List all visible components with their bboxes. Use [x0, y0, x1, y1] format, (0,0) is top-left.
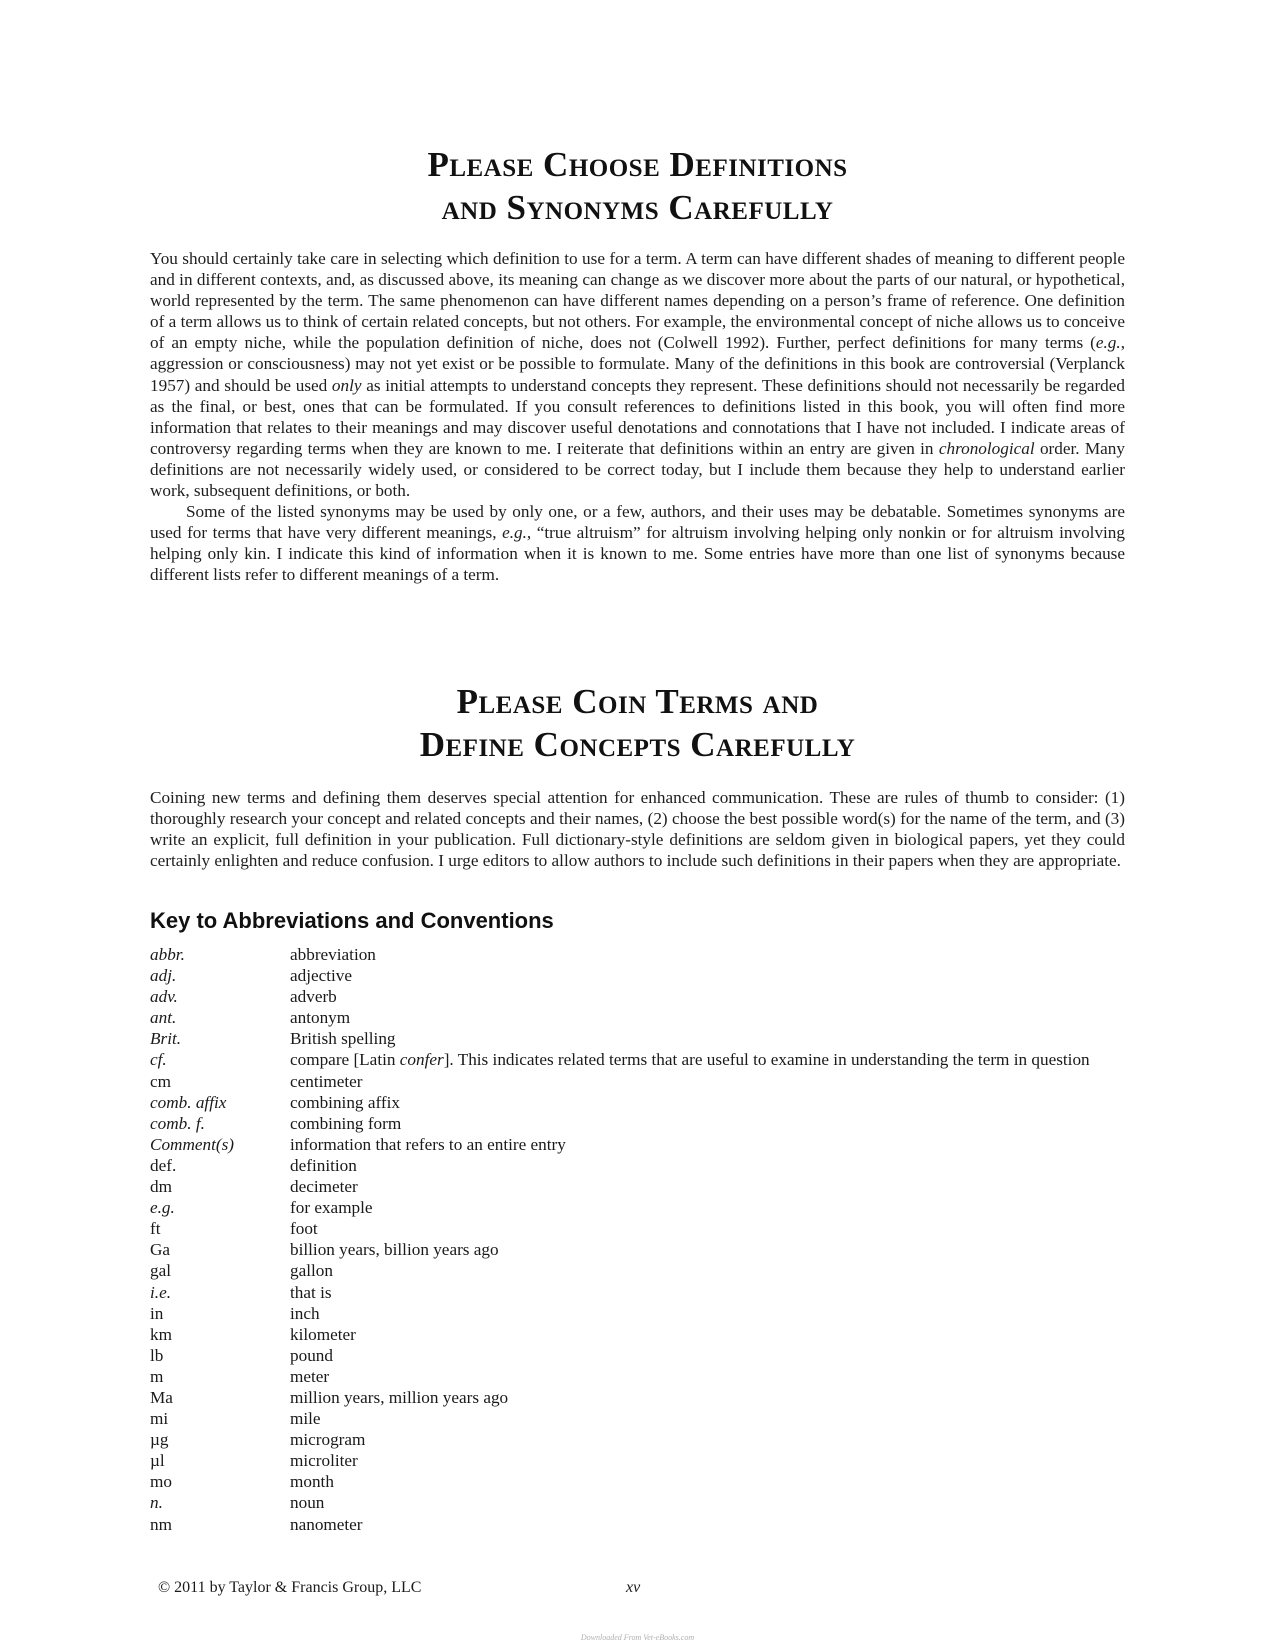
abbreviation-row: [150, 1239, 1125, 1260]
abbreviation-term: i.e.: [150, 1282, 171, 1302]
abbreviation-term: mo: [150, 1472, 172, 1492]
text-run: for example: [290, 1198, 373, 1218]
abbreviation-term: def.: [150, 1155, 177, 1175]
abbreviation-row: [150, 1450, 1125, 1471]
abbreviation-row: [150, 1176, 1125, 1197]
abbreviation-term: in: [150, 1303, 164, 1323]
abbreviation-row: [150, 1260, 1125, 1281]
abbreviation-row: [150, 1345, 1125, 1366]
text-run: mile: [290, 1409, 321, 1429]
text-run: combining form: [290, 1113, 402, 1133]
abbreviation-term: n.: [150, 1493, 163, 1513]
abbreviation-definition: [290, 1303, 1125, 1324]
text-run: abbreviation: [290, 945, 376, 964]
abbreviation-definition: [290, 1007, 1125, 1028]
text-run: microgram: [290, 1430, 366, 1450]
abbreviation-term: Ga: [150, 1240, 171, 1260]
abbreviation-term: adv.: [150, 987, 178, 1007]
text-run: antonym: [290, 1008, 351, 1028]
choose-definitions-body: [150, 248, 1125, 586]
abbreviation-term: nm: [150, 1514, 172, 1534]
abbreviation-term: Comment(s): [150, 1134, 235, 1154]
abbreviation-row: [150, 1282, 1125, 1303]
text-run: You should certainly take care in selecting which definition to use for a term. A term can have different shades of meaning to different people and in different contexts, and, as discussed above, its meaning can change as we discover more about the parts of our natural, or hypothetical, world represented by the term. The same phenomenon can have different names depending on a person’s frame of reference. One definition of a term allows us to think of certain related concepts, but not others. For example, the environmental concept of niche allows us to conceive of an empty niche, while the population definition of niche, does not (Colwell 1992). Further, perfect definitions for many terms (: [150, 249, 1125, 353]
abbreviation-term: lb: [150, 1345, 164, 1365]
abbreviation-definition: [290, 1028, 1125, 1049]
abbreviation-definition: [290, 1345, 1125, 1366]
abbreviation-definition: [290, 1450, 1125, 1471]
abbreviation-term: ft: [150, 1219, 161, 1239]
abbreviation-row: [150, 965, 1125, 986]
abbreviation-row: [150, 1429, 1125, 1450]
text-run: information that refers to an entire entry: [290, 1134, 566, 1154]
abbreviation-term: µg: [150, 1430, 169, 1450]
abbreviation-term: ant.: [150, 1008, 177, 1028]
abbreviation-definition: [290, 1282, 1125, 1303]
text-run: noun: [290, 1493, 325, 1513]
abbreviation-definition: [290, 944, 1125, 965]
abbreviation-definition: [290, 1218, 1125, 1239]
abbreviation-definition: [290, 1408, 1125, 1429]
text-run: compare [Latin: [290, 1050, 400, 1070]
text-run: adjective: [290, 966, 353, 986]
abbreviation-row: [150, 1155, 1125, 1176]
abbreviation-row: [150, 1007, 1125, 1028]
download-watermark: Downloaded From Vet-eBooks.com: [580, 1633, 695, 1642]
abbreviation-term: adj.: [150, 966, 177, 986]
abbreviation-term: abbr.: [150, 945, 185, 964]
text-run: , “true altruism” for altruism involving helping only nonkin or for altruism involving helping only kin. I indicate this kind of information when it is known to me. Some entries have more than one list of synonyms because different lists refer to different meanings of a term.: [150, 523, 1125, 585]
italic-text: e.g.: [1095, 333, 1121, 353]
abbreviation-row: [150, 1113, 1125, 1134]
italic-text: e.g.: [502, 523, 527, 543]
abbreviation-definition: [290, 1071, 1125, 1092]
abbreviation-term: km: [150, 1324, 172, 1344]
abbreviation-row: [150, 1092, 1125, 1113]
italic-text: only: [331, 375, 362, 395]
abbreviation-definition: [290, 1260, 1125, 1281]
abbreviation-row: [150, 1324, 1125, 1345]
abbreviation-term: gal: [150, 1261, 171, 1281]
text-run: billion years, billion years ago: [290, 1240, 499, 1260]
text-run: combining affix: [290, 1092, 400, 1112]
abbreviation-term: m: [150, 1366, 164, 1386]
text-run: adverb: [290, 987, 337, 1007]
text-run: definition: [290, 1155, 357, 1175]
abbreviation-definition: [290, 965, 1125, 986]
abbreviation-term: cm: [150, 1071, 171, 1091]
coin-terms-body: [150, 787, 1125, 871]
abbreviation-term: comb. affix: [150, 1092, 227, 1112]
abbreviation-row: [150, 986, 1125, 1007]
abbreviation-definition: [290, 986, 1125, 1007]
abbreviation-term: mi: [150, 1409, 169, 1429]
abbreviation-row: [150, 944, 1125, 965]
body-paragraph: [150, 501, 1125, 585]
text-run: ]. This indicates related terms that are useful to examine in understanding the term in question: [443, 1050, 1090, 1070]
abbreviation-row: [150, 1134, 1125, 1155]
abbreviation-row: [150, 1303, 1125, 1324]
abbreviation-definition: [290, 1471, 1125, 1492]
abbreviation-term: cf.: [150, 1050, 167, 1070]
text-run: British spelling: [290, 1029, 396, 1049]
section-title-line: and Synonyms Carefully: [441, 188, 834, 227]
text-run: month: [290, 1472, 334, 1492]
abbreviation-definition: [290, 1514, 1125, 1535]
abbreviation-definition: [290, 1155, 1125, 1176]
section-title-choose-definitions: [150, 143, 1125, 229]
text-run: Coining new terms and defining them deserves special attention for enhanced communication. These are rules of thumb to consider: (1) thoroughly research your concept and related concepts and their names, (2) choose the best possible word(s) for the name of the term, and (3) write an explicit, full definition in your publication. Full dictionary-style definitions are seldom given in biological papers, yet they could certainly enlighten and reduce confusion. I urge editors to allow authors to include such definitions in their papers when they are appropriate.: [150, 788, 1125, 871]
abbreviation-definition: [290, 1366, 1125, 1387]
abbreviation-term: Brit.: [150, 1029, 182, 1049]
copyright-notice: © 2011 by Taylor & Francis Group, LLC: [158, 1579, 422, 1596]
abbreviation-definition: [290, 1092, 1125, 1113]
abbreviation-definition: [290, 1492, 1125, 1513]
text-run: nanometer: [290, 1514, 363, 1534]
text-run: that is: [290, 1282, 332, 1302]
section-title-line: Please Choose Definitions: [427, 145, 848, 184]
abbreviation-row: [150, 1514, 1125, 1535]
text-run: as initial attempts to understand concepts they represent. These definitions should not necessarily be regarded as the final, or best, ones that can be formulated. If you consult references to definitions listed in this book, you will often find more information that relates to their meanings and may discover useful denotations and connotations that I have not included. I indicate areas of controversy regarding terms when they are known to me. I reiterate that definitions within an entry are given in: [150, 375, 1125, 458]
abbreviation-row: [150, 1197, 1125, 1218]
abbreviation-term: e.g.: [150, 1198, 175, 1218]
section-title-line: Please Coin Terms and: [456, 682, 819, 721]
italic-text: chronological: [938, 438, 1035, 458]
abbreviation-term: µl: [150, 1451, 165, 1471]
abbreviation-definition: [290, 1049, 1125, 1070]
abbreviation-definition: [290, 1387, 1125, 1408]
page-number: xv: [626, 1579, 641, 1596]
text-run: million years, million years ago: [290, 1387, 509, 1407]
abbreviation-row: [150, 1071, 1125, 1092]
text-run: decimeter: [290, 1177, 358, 1197]
abbreviation-definition: [290, 1197, 1125, 1218]
section-title-coin-terms: [150, 680, 1125, 766]
abbreviation-definition: [290, 1134, 1125, 1155]
abbreviation-row: [150, 1049, 1125, 1070]
text-run: kilometer: [290, 1324, 356, 1344]
body-paragraph: [150, 787, 1125, 871]
body-paragraph: [150, 248, 1125, 501]
abbreviation-row: [150, 1408, 1125, 1429]
text-run: Some of the listed synonyms may be used by only one, or a few, authors, and their uses may be debatable. Sometimes synonyms are used for terms that have very different meanings,: [150, 502, 1125, 543]
text-run: foot: [290, 1219, 318, 1239]
abbreviation-definition: [290, 1176, 1125, 1197]
abbreviation-term: comb. f.: [150, 1113, 205, 1133]
key-heading: Key to Abbreviations and Conventions: [150, 908, 554, 933]
text-run: order. Many definitions are not necessarily widely used, or considered to be correct today, but I include them because they help to understand earlier work, subsequent definitions, or both.: [150, 438, 1125, 501]
text-run: microliter: [290, 1451, 358, 1471]
abbreviation-row: [150, 1387, 1125, 1408]
italic-text: confer: [399, 1050, 444, 1070]
text-run: meter: [290, 1366, 330, 1386]
text-run: centimeter: [290, 1071, 363, 1091]
abbreviation-row: [150, 1471, 1125, 1492]
abbreviation-definition: [290, 1239, 1125, 1260]
abbreviation-row: [150, 1492, 1125, 1513]
abbreviation-term: Ma: [150, 1387, 173, 1407]
text-run: gallon: [290, 1261, 333, 1281]
section-title-line: Define Concepts Carefully: [419, 725, 856, 764]
abbreviation-definition: [290, 1429, 1125, 1450]
text-run: pound: [290, 1345, 333, 1365]
abbreviation-row: [150, 1366, 1125, 1387]
text-run: , aggression or consciousness) may not yet exist or be possible to formulate. Many of the definitions in this book are controversial (Verplanck 1957) and should be used: [150, 333, 1125, 395]
abbreviation-definition: [290, 1324, 1125, 1345]
text-run: inch: [290, 1303, 320, 1323]
abbreviation-row: [150, 1028, 1125, 1049]
abbreviation-row: [150, 1218, 1125, 1239]
abbreviation-list: [150, 944, 1125, 1535]
abbreviation-definition: [290, 1113, 1125, 1134]
abbreviation-term: dm: [150, 1177, 172, 1197]
